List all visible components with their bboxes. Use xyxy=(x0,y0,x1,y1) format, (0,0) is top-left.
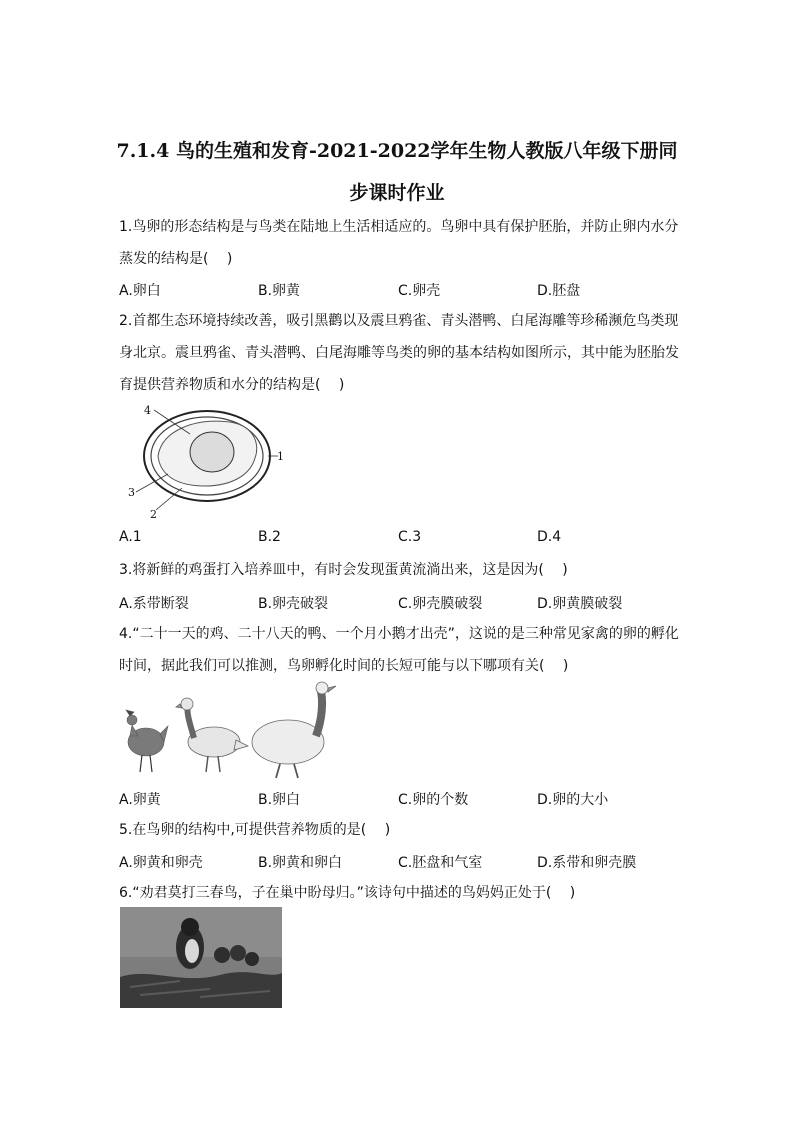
chicken-image xyxy=(126,710,168,772)
option-c: C.卵壳 xyxy=(398,283,441,299)
option-a: A.卵白 xyxy=(119,283,161,299)
question-5-stem: 5.在鸟卵的结构中,可提供营养物质的是( ) xyxy=(119,822,391,838)
question-1-options xyxy=(119,280,679,300)
option-d: D.卵黄膜破裂 xyxy=(537,596,623,612)
option-c: C.卵的个数 xyxy=(398,792,469,808)
diagram-label-1: 1 xyxy=(277,450,284,463)
question-3-options xyxy=(119,593,679,613)
diagram-label-2: 2 xyxy=(150,508,157,520)
question-4-options xyxy=(119,789,679,809)
option-a: A.1 xyxy=(119,529,142,545)
option-b: B.卵白 xyxy=(258,792,301,808)
option-a: A.系带断裂 xyxy=(119,596,189,612)
option-c: C.卵壳膜破裂 xyxy=(398,596,483,612)
option-b: B.卵黄 xyxy=(258,283,301,299)
option-d: D.卵的大小 xyxy=(537,792,609,808)
egg-structure-diagram xyxy=(120,400,290,520)
option-b: B.卵黄和卵白 xyxy=(258,855,343,871)
option-a: A.卵黄和卵壳 xyxy=(119,855,203,871)
document-title-line1: 7.1.4 鸟的生殖和发育-2021-2022学年生物人教版八年级下册同 xyxy=(116,140,678,162)
question-3-stem: 3.将新鲜的鸡蛋打入培养皿中，有时会发现蛋黄流淌出来，这是因为( ) xyxy=(119,562,568,578)
question-1-stem: 1.鸟卵的形态结构是与鸟类在陆地上生活相适应的。鸟卵中具有保护胚胎，并防止卵内水分蒸发的结构是( ) xyxy=(119,219,679,267)
diagram-label-4: 4 xyxy=(144,404,151,417)
option-c: C.3 xyxy=(398,529,422,545)
goose-image xyxy=(252,682,336,778)
option-d: D.系带和卵壳膜 xyxy=(537,855,637,871)
poultry-illustration xyxy=(120,680,340,780)
diagram-label-3: 3 xyxy=(128,486,135,499)
document-title-line2: 步课时作业 xyxy=(349,182,445,204)
option-c: C.胚盘和气室 xyxy=(398,855,483,871)
question-4-stem: 4.“二十一天的鸡、二十八天的鸭、一个月小鹅才出壳”，这说的是三种常见家禽的卵的孵化时间，据此我们可以推测，鸟卵孵化时间的长短可能与以下哪项有关( ) xyxy=(119,626,679,674)
option-b: B.卵壳破裂 xyxy=(258,596,329,612)
question-6-stem: 6.“劝君莫打三春鸟，子在巢中盼母归。”该诗句中描述的鸟妈妈正处于( ) xyxy=(119,885,576,901)
option-d: D.4 xyxy=(537,529,562,545)
question-2-stem: 2.首都生态环境持续改善，吸引黑鹳以及震旦鸦雀、青头潜鸭、白尾海雕等珍稀濒危鸟类现身北京。震旦鸦雀、青头潜鸭、白尾海雕等鸟类的卵的基本结构如图所示，其中能为胚胎发育提供营养物质和水分的结构是( ) xyxy=(119,313,679,393)
option-d: D.胚盘 xyxy=(537,283,581,299)
option-b: B.2 xyxy=(258,529,281,545)
question-2-options xyxy=(119,529,679,549)
option-a: A.卵黄 xyxy=(119,792,161,808)
duck-image xyxy=(176,698,248,772)
bird-nest-photo xyxy=(120,907,282,1008)
question-5-options xyxy=(119,852,679,872)
